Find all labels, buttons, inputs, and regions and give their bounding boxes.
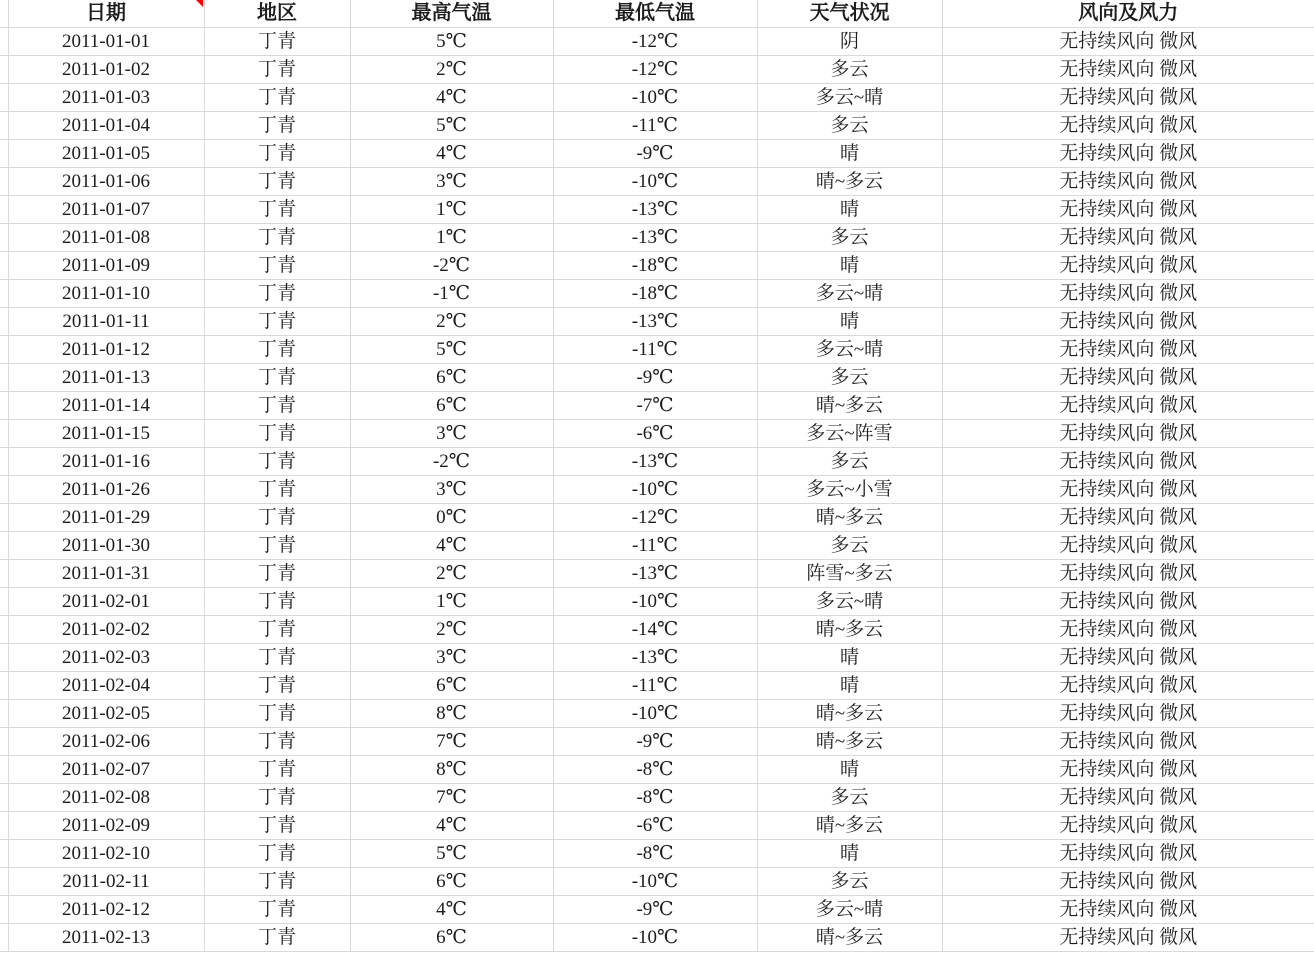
cell-weather[interactable]: 多云~晴 <box>757 84 942 112</box>
cell-region[interactable]: 丁青 <box>204 28 350 56</box>
cell-wind[interactable]: 无持续风向 微风 <box>942 840 1314 868</box>
cell-low[interactable]: -10℃ <box>553 84 757 112</box>
table-row <box>0 112 1314 140</box>
table-row <box>0 784 1314 812</box>
table-row <box>0 28 1314 56</box>
cell-low[interactable]: -18℃ <box>553 280 757 308</box>
cell-region[interactable]: 丁青 <box>204 336 350 364</box>
cell-high[interactable]: 4℃ <box>350 84 553 112</box>
table-row <box>0 560 1314 588</box>
cell-wind[interactable]: 无持续风向 微风 <box>942 140 1314 168</box>
cell-high[interactable]: -2℃ <box>350 448 553 476</box>
cell-wind[interactable]: 无持续风向 微风 <box>942 252 1314 280</box>
cell-region[interactable]: 丁青 <box>204 224 350 252</box>
gutter-cell <box>0 224 8 252</box>
gutter-cell <box>0 0 8 28</box>
cell-weather[interactable]: 晴~多云 <box>757 812 942 840</box>
table-row <box>0 924 1314 952</box>
cell-date[interactable]: 2011-02-04 <box>8 672 204 700</box>
cell-low[interactable]: -9℃ <box>553 896 757 924</box>
table-row <box>0 504 1314 532</box>
cell-weather[interactable]: 晴~多云 <box>757 168 942 196</box>
cell-wind[interactable]: 无持续风向 微风 <box>942 168 1314 196</box>
cell-region[interactable]: 丁青 <box>204 420 350 448</box>
cell-weather[interactable]: 多云~晴 <box>757 588 942 616</box>
gutter-cell <box>0 924 8 952</box>
gutter-cell <box>0 84 8 112</box>
cell-date[interactable]: 2011-01-06 <box>8 168 204 196</box>
table-row <box>0 476 1314 504</box>
cell-high[interactable]: 5℃ <box>350 28 553 56</box>
cell-wind[interactable]: 无持续风向 微风 <box>942 868 1314 896</box>
cell-date[interactable]: 2011-01-29 <box>8 504 204 532</box>
cell-date[interactable]: 2011-02-02 <box>8 616 204 644</box>
table-row <box>0 728 1314 756</box>
cell-weather[interactable]: 晴 <box>757 644 942 672</box>
table-row <box>0 756 1314 784</box>
cell-region[interactable]: 丁青 <box>204 588 350 616</box>
cell-low[interactable]: -12℃ <box>553 504 757 532</box>
cell-high[interactable]: 8℃ <box>350 700 553 728</box>
cell-date[interactable]: 2011-02-10 <box>8 840 204 868</box>
cell-wind[interactable]: 无持续风向 微风 <box>942 728 1314 756</box>
cell-low[interactable]: -10℃ <box>553 168 757 196</box>
cell-wind[interactable]: 无持续风向 微风 <box>942 28 1314 56</box>
cell-low[interactable]: -8℃ <box>553 756 757 784</box>
cell-date[interactable]: 2011-01-10 <box>8 280 204 308</box>
cell-weather[interactable]: 多云~晴 <box>757 280 942 308</box>
cell-weather[interactable]: 晴 <box>757 252 942 280</box>
cell-wind[interactable]: 无持续风向 微风 <box>942 756 1314 784</box>
table-row <box>0 644 1314 672</box>
cell-date[interactable]: 2011-01-30 <box>8 532 204 560</box>
cell-wind[interactable]: 无持续风向 微风 <box>942 448 1314 476</box>
table-row <box>0 168 1314 196</box>
cell-region[interactable]: 丁青 <box>204 672 350 700</box>
cell-date[interactable]: 2011-02-01 <box>8 588 204 616</box>
gutter-cell <box>0 336 8 364</box>
cell-weather[interactable]: 晴 <box>757 196 942 224</box>
cell-date[interactable]: 2011-01-26 <box>8 476 204 504</box>
cell-wind[interactable]: 无持续风向 微风 <box>942 224 1314 252</box>
cell-date[interactable]: 2011-02-03 <box>8 644 204 672</box>
cell-high[interactable]: 2℃ <box>350 56 553 84</box>
table-row <box>0 812 1314 840</box>
column-header-high[interactable]: 最高气温 <box>350 0 553 28</box>
table-body <box>0 28 1314 952</box>
gutter-cell <box>0 28 8 56</box>
cell-low[interactable]: -12℃ <box>553 56 757 84</box>
table-row <box>0 196 1314 224</box>
cell-region[interactable]: 丁青 <box>204 56 350 84</box>
cell-high[interactable]: 2℃ <box>350 308 553 336</box>
cell-region[interactable]: 丁青 <box>204 560 350 588</box>
cell-region[interactable]: 丁青 <box>204 168 350 196</box>
cell-wind[interactable]: 无持续风向 微风 <box>942 364 1314 392</box>
cell-low[interactable]: -14℃ <box>553 616 757 644</box>
cell-weather[interactable]: 多云 <box>757 784 942 812</box>
cell-wind[interactable]: 无持续风向 微风 <box>942 84 1314 112</box>
gutter-cell <box>0 644 8 672</box>
cell-weather[interactable]: 阵雪~多云 <box>757 560 942 588</box>
table-row <box>0 84 1314 112</box>
cell-region[interactable]: 丁青 <box>204 392 350 420</box>
gutter-cell <box>0 840 8 868</box>
cell-date[interactable]: 2011-02-05 <box>8 700 204 728</box>
cell-region[interactable]: 丁青 <box>204 308 350 336</box>
table-row <box>0 56 1314 84</box>
table-row <box>0 364 1314 392</box>
cell-high[interactable]: 6℃ <box>350 364 553 392</box>
cell-high[interactable]: 8℃ <box>350 756 553 784</box>
cell-low[interactable]: -9℃ <box>553 364 757 392</box>
gutter-cell <box>0 364 8 392</box>
table-row <box>0 336 1314 364</box>
cell-region[interactable]: 丁青 <box>204 504 350 532</box>
cell-weather[interactable]: 多云~晴 <box>757 896 942 924</box>
cell-region[interactable]: 丁青 <box>204 896 350 924</box>
cell-date[interactable]: 2011-02-11 <box>8 868 204 896</box>
cell-date[interactable]: 2011-01-02 <box>8 56 204 84</box>
gutter-cell <box>0 280 8 308</box>
cell-date[interactable]: 2011-01-07 <box>8 196 204 224</box>
cell-weather[interactable]: 多云 <box>757 364 942 392</box>
column-header-wind[interactable]: 风向及风力 <box>942 0 1314 28</box>
cell-wind[interactable]: 无持续风向 微风 <box>942 616 1314 644</box>
cell-wind[interactable]: 无持续风向 微风 <box>942 476 1314 504</box>
cell-low[interactable]: -8℃ <box>553 784 757 812</box>
cell-weather[interactable]: 多云 <box>757 868 942 896</box>
cell-high[interactable]: -1℃ <box>350 280 553 308</box>
table-row <box>0 672 1314 700</box>
column-header-region[interactable]: 地区 <box>204 0 350 28</box>
cell-weather[interactable]: 晴~多云 <box>757 616 942 644</box>
table-row <box>0 420 1314 448</box>
table-row <box>0 392 1314 420</box>
cell-date[interactable]: 2011-02-09 <box>8 812 204 840</box>
cell-date[interactable]: 2011-01-13 <box>8 364 204 392</box>
cell-wind[interactable]: 无持续风向 微风 <box>942 644 1314 672</box>
cell-low[interactable]: -13℃ <box>553 448 757 476</box>
cell-date[interactable]: 2011-01-03 <box>8 84 204 112</box>
cell-region[interactable]: 丁青 <box>204 868 350 896</box>
cell-wind[interactable]: 无持续风向 微风 <box>942 308 1314 336</box>
cell-high[interactable]: 1℃ <box>350 588 553 616</box>
table-row <box>0 140 1314 168</box>
cell-wind[interactable]: 无持续风向 微风 <box>942 700 1314 728</box>
cell-region[interactable]: 丁青 <box>204 196 350 224</box>
cell-region[interactable]: 丁青 <box>204 756 350 784</box>
cell-region[interactable]: 丁青 <box>204 784 350 812</box>
cell-low[interactable]: -8℃ <box>553 840 757 868</box>
cell-date[interactable]: 2011-01-04 <box>8 112 204 140</box>
column-header-date[interactable]: 日期 <box>8 0 204 28</box>
cell-date[interactable]: 2011-01-15 <box>8 420 204 448</box>
gutter-cell <box>0 168 8 196</box>
cell-region[interactable]: 丁青 <box>204 616 350 644</box>
cell-high[interactable]: 5℃ <box>350 336 553 364</box>
cell-wind[interactable]: 无持续风向 微风 <box>942 112 1314 140</box>
gutter-cell <box>0 784 8 812</box>
cell-high[interactable]: 6℃ <box>350 392 553 420</box>
gutter-cell <box>0 56 8 84</box>
cell-weather[interactable]: 晴~多云 <box>757 700 942 728</box>
comment-indicator-icon[interactable] <box>196 0 203 7</box>
cell-low[interactable]: -7℃ <box>553 392 757 420</box>
table-row <box>0 280 1314 308</box>
cell-wind[interactable]: 无持续风向 微风 <box>942 896 1314 924</box>
cell-wind[interactable]: 无持续风向 微风 <box>942 812 1314 840</box>
cell-high[interactable]: 2℃ <box>350 616 553 644</box>
cell-region[interactable]: 丁青 <box>204 112 350 140</box>
cell-high[interactable]: 4℃ <box>350 812 553 840</box>
cell-region[interactable]: 丁青 <box>204 140 350 168</box>
cell-region[interactable]: 丁青 <box>204 700 350 728</box>
table-row <box>0 868 1314 896</box>
cell-region[interactable]: 丁青 <box>204 728 350 756</box>
table-row <box>0 700 1314 728</box>
cell-low[interactable]: -12℃ <box>553 28 757 56</box>
cell-wind[interactable]: 无持续风向 微风 <box>942 392 1314 420</box>
cell-low[interactable]: -13℃ <box>553 560 757 588</box>
table-row <box>0 308 1314 336</box>
table-row <box>0 224 1314 252</box>
gutter-cell <box>0 252 8 280</box>
cell-date[interactable]: 2011-01-08 <box>8 224 204 252</box>
cell-weather[interactable]: 晴 <box>757 756 942 784</box>
column-header-low[interactable]: 最低气温 <box>553 0 757 28</box>
cell-date[interactable]: 2011-01-11 <box>8 308 204 336</box>
cell-high[interactable]: 4℃ <box>350 896 553 924</box>
gutter-cell <box>0 616 8 644</box>
column-header-weather[interactable]: 天气状况 <box>757 0 942 28</box>
cell-low[interactable]: -6℃ <box>553 812 757 840</box>
cell-date[interactable]: 2011-01-01 <box>8 28 204 56</box>
gutter-cell <box>0 308 8 336</box>
cell-weather[interactable]: 多云 <box>757 112 942 140</box>
gutter-cell <box>0 812 8 840</box>
gutter-cell <box>0 448 8 476</box>
cell-wind[interactable]: 无持续风向 微风 <box>942 504 1314 532</box>
cell-high[interactable]: 7℃ <box>350 728 553 756</box>
gutter-cell <box>0 868 8 896</box>
cell-high[interactable]: 5℃ <box>350 840 553 868</box>
cell-low[interactable]: -10℃ <box>553 924 757 952</box>
cell-low[interactable]: -10℃ <box>553 476 757 504</box>
cell-weather[interactable]: 多云 <box>757 448 942 476</box>
cell-region[interactable]: 丁青 <box>204 448 350 476</box>
cell-weather[interactable]: 晴 <box>757 840 942 868</box>
cell-high[interactable]: 4℃ <box>350 532 553 560</box>
cell-wind[interactable]: 无持续风向 微风 <box>942 56 1314 84</box>
cell-date[interactable]: 2011-01-16 <box>8 448 204 476</box>
cell-date[interactable]: 2011-02-12 <box>8 896 204 924</box>
gutter-cell <box>0 700 8 728</box>
gutter-cell <box>0 896 8 924</box>
gutter-cell <box>0 756 8 784</box>
gutter-cell <box>0 420 8 448</box>
cell-region[interactable]: 丁青 <box>204 812 350 840</box>
cell-low[interactable]: -10℃ <box>553 700 757 728</box>
gutter-cell <box>0 560 8 588</box>
cell-high[interactable]: 3℃ <box>350 420 553 448</box>
cell-high[interactable]: 6℃ <box>350 868 553 896</box>
cell-weather[interactable]: 多云~阵雪 <box>757 420 942 448</box>
gutter-cell <box>0 140 8 168</box>
cell-low[interactable]: -9℃ <box>553 728 757 756</box>
table-row <box>0 896 1314 924</box>
cell-low[interactable]: -13℃ <box>553 196 757 224</box>
table-row <box>0 588 1314 616</box>
table-row <box>0 840 1314 868</box>
cell-region[interactable]: 丁青 <box>204 252 350 280</box>
cell-low[interactable]: -18℃ <box>553 252 757 280</box>
cell-low[interactable]: -13℃ <box>553 644 757 672</box>
table-row <box>0 616 1314 644</box>
cell-date[interactable]: 2011-02-07 <box>8 756 204 784</box>
cell-weather[interactable]: 晴 <box>757 308 942 336</box>
cell-weather[interactable]: 多云 <box>757 224 942 252</box>
cell-date[interactable]: 2011-01-12 <box>8 336 204 364</box>
cell-low[interactable]: -11℃ <box>553 112 757 140</box>
table-row <box>0 532 1314 560</box>
table-row <box>0 448 1314 476</box>
gutter-cell <box>0 112 8 140</box>
cell-low[interactable]: -11℃ <box>553 532 757 560</box>
cell-weather[interactable]: 晴~多云 <box>757 924 942 952</box>
gutter-cell <box>0 728 8 756</box>
gutter-cell <box>0 588 8 616</box>
cell-wind[interactable]: 无持续风向 微风 <box>942 672 1314 700</box>
cell-low[interactable]: -6℃ <box>553 420 757 448</box>
cell-date[interactable]: 2011-02-13 <box>8 924 204 952</box>
cell-low[interactable]: -9℃ <box>553 140 757 168</box>
cell-date[interactable]: 2011-02-06 <box>8 728 204 756</box>
cell-date[interactable]: 2011-01-31 <box>8 560 204 588</box>
cell-region[interactable]: 丁青 <box>204 476 350 504</box>
cell-date[interactable]: 2011-02-08 <box>8 784 204 812</box>
cell-high[interactable]: 2℃ <box>350 560 553 588</box>
cell-weather[interactable]: 晴~多云 <box>757 392 942 420</box>
cell-high[interactable]: 6℃ <box>350 924 553 952</box>
gutter-cell <box>0 392 8 420</box>
cell-region[interactable]: 丁青 <box>204 280 350 308</box>
cell-wind[interactable]: 无持续风向 微风 <box>942 420 1314 448</box>
cell-wind[interactable]: 无持续风向 微风 <box>942 588 1314 616</box>
cell-weather[interactable]: 晴~多云 <box>757 728 942 756</box>
cell-region[interactable]: 丁青 <box>204 924 350 952</box>
cell-region[interactable]: 丁青 <box>204 644 350 672</box>
cell-weather[interactable]: 阴 <box>757 28 942 56</box>
cell-low[interactable]: -13℃ <box>553 308 757 336</box>
cell-high[interactable]: 6℃ <box>350 672 553 700</box>
cell-region[interactable]: 丁青 <box>204 840 350 868</box>
cell-weather[interactable]: 多云 <box>757 532 942 560</box>
cell-high[interactable]: 5℃ <box>350 112 553 140</box>
cell-wind[interactable]: 无持续风向 微风 <box>942 784 1314 812</box>
gutter-cell <box>0 672 8 700</box>
gutter-cell <box>0 532 8 560</box>
cell-date[interactable]: 2011-01-14 <box>8 392 204 420</box>
cell-weather[interactable]: 多云~小雪 <box>757 476 942 504</box>
cell-weather[interactable]: 晴 <box>757 672 942 700</box>
cell-wind[interactable]: 无持续风向 微风 <box>942 280 1314 308</box>
cell-low[interactable]: -10℃ <box>553 588 757 616</box>
cell-wind[interactable]: 无持续风向 微风 <box>942 196 1314 224</box>
cell-region[interactable]: 丁青 <box>204 84 350 112</box>
cell-date[interactable]: 2011-01-05 <box>8 140 204 168</box>
cell-wind[interactable]: 无持续风向 微风 <box>942 532 1314 560</box>
cell-region[interactable]: 丁青 <box>204 532 350 560</box>
cell-low[interactable]: -11℃ <box>553 336 757 364</box>
gutter-cell <box>0 196 8 224</box>
cell-high[interactable]: 3℃ <box>350 168 553 196</box>
cell-high[interactable]: 1℃ <box>350 224 553 252</box>
gutter-cell <box>0 504 8 532</box>
cell-weather[interactable]: 晴~多云 <box>757 504 942 532</box>
cell-weather[interactable]: 晴 <box>757 140 942 168</box>
cell-high[interactable]: 3℃ <box>350 644 553 672</box>
cell-high[interactable]: 7℃ <box>350 784 553 812</box>
cell-high[interactable]: 0℃ <box>350 504 553 532</box>
cell-region[interactable]: 丁青 <box>204 364 350 392</box>
cell-low[interactable]: -10℃ <box>553 868 757 896</box>
cell-high[interactable]: 1℃ <box>350 196 553 224</box>
cell-high[interactable]: 4℃ <box>350 140 553 168</box>
cell-wind[interactable]: 无持续风向 微风 <box>942 336 1314 364</box>
cell-high[interactable]: 3℃ <box>350 476 553 504</box>
gutter-cell <box>0 476 8 504</box>
cell-wind[interactable]: 无持续风向 微风 <box>942 924 1314 952</box>
cell-weather[interactable]: 多云 <box>757 56 942 84</box>
cell-low[interactable]: -11℃ <box>553 672 757 700</box>
cell-low[interactable]: -13℃ <box>553 224 757 252</box>
cell-date[interactable]: 2011-01-09 <box>8 252 204 280</box>
cell-weather[interactable]: 多云~晴 <box>757 336 942 364</box>
cell-wind[interactable]: 无持续风向 微风 <box>942 560 1314 588</box>
cell-high[interactable]: -2℃ <box>350 252 553 280</box>
table-row <box>0 252 1314 280</box>
